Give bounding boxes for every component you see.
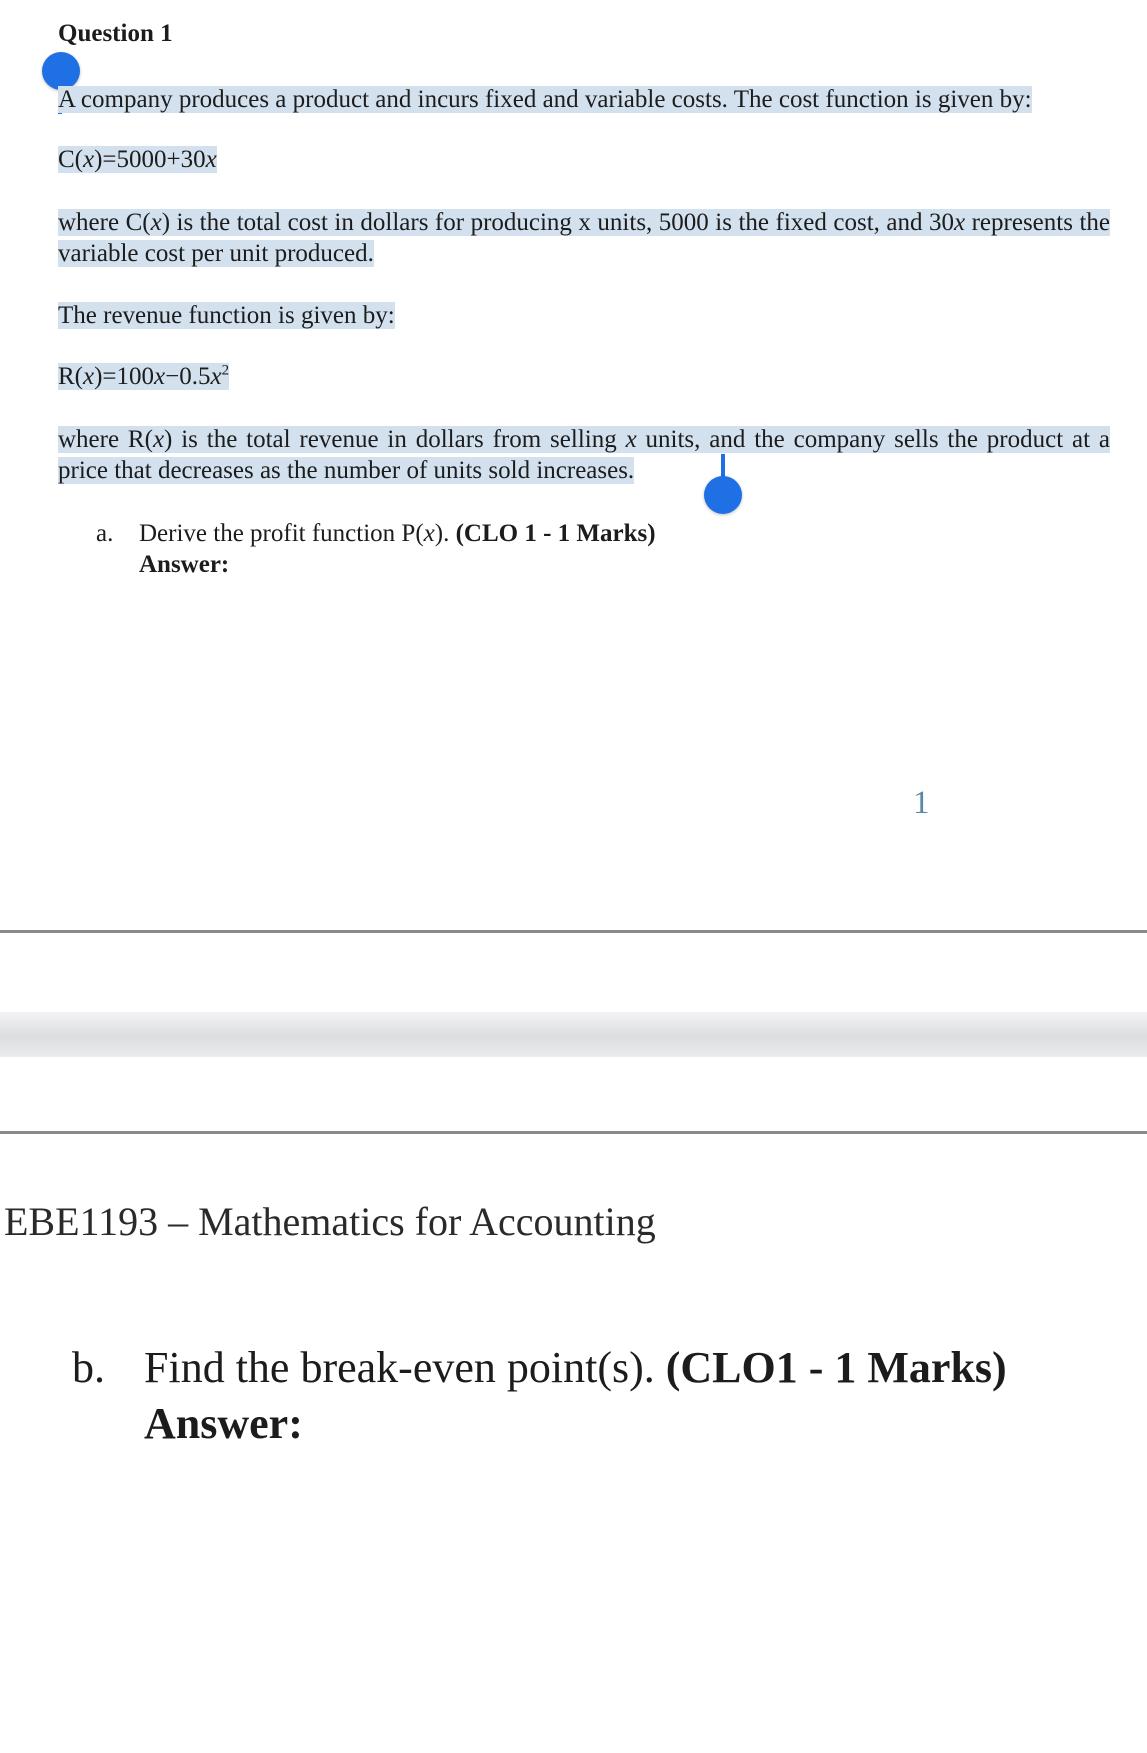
paragraph-text: ) is the total revenue in dollars from selling [164, 426, 626, 453]
part-a-text: Derive the profit function P( [139, 520, 424, 547]
part-b-item[interactable] [72, 1340, 1007, 1452]
formula-variable: x [150, 209, 162, 236]
formula-text: C( [58, 146, 83, 173]
formula-variable: x [152, 426, 165, 453]
part-a-item[interactable] [96, 518, 656, 580]
page-top-edge [0, 1131, 1147, 1134]
formula-variable: x [83, 146, 95, 173]
list-marker: b. [72, 1343, 105, 1392]
formula-text: )=5000+30 [94, 146, 206, 173]
formula-exponent: 2 [221, 362, 230, 379]
formula-variable: x [83, 363, 95, 390]
part-b-marks: (CLO1 - 1 Marks) [665, 1343, 1007, 1392]
intro-text: A company produces a product and incurs fixed and variable costs. The cost function is given by: [58, 86, 1032, 113]
revenue-intro-text: The revenue function is given by: [58, 302, 395, 329]
page-number: 1 [913, 785, 930, 821]
formula-variable: x [423, 520, 435, 547]
formula-variable: x [954, 209, 966, 236]
question-title: Question 1 [58, 20, 173, 47]
part-b-text: Find the break-even point(s). [144, 1343, 666, 1392]
selection-end-handle[interactable] [704, 476, 742, 514]
intro-paragraph[interactable] [58, 84, 1110, 115]
paragraph-text: where R( [58, 426, 153, 453]
paragraph-text: units, and the company sells the product at a price that decreases as the number of units sold increases. [58, 426, 1111, 484]
formula-variable: x [625, 426, 637, 453]
page-gap [0, 1012, 1147, 1057]
page-bottom-edge [0, 930, 1147, 933]
formula-text: R( [58, 363, 83, 390]
formula-variable: x [154, 363, 166, 390]
paragraph-text: ) is the total cost in dollars for producing x units, 5000 is the fixed cost, and 30 [161, 209, 954, 236]
paragraph-text: where C( [58, 209, 151, 236]
formula-text: −0.5 [165, 363, 211, 390]
part-a-marks: (CLO 1 - 1 Marks) [455, 520, 656, 547]
part-a-answer-label: Answer: [139, 551, 230, 578]
revenue-explanation-paragraph[interactable] [58, 424, 1110, 486]
cost-function-formula[interactable] [58, 144, 217, 175]
cost-explanation-paragraph[interactable] [58, 207, 1110, 269]
paragraph-text: represents the variable cost per unit produced. [58, 209, 1110, 267]
formula-variable: x [210, 363, 222, 390]
part-a-text: ). [434, 520, 456, 547]
revenue-function-formula[interactable] [58, 361, 229, 392]
revenue-intro-paragraph[interactable] [58, 300, 1110, 331]
list-marker: a. [96, 520, 114, 547]
formula-text: )=100 [94, 363, 155, 390]
formula-variable: x [205, 146, 217, 173]
page-header: EBE1193 – Mathematics for Accounting [4, 1199, 656, 1244]
part-b-answer-label: Answer: [144, 1399, 303, 1448]
